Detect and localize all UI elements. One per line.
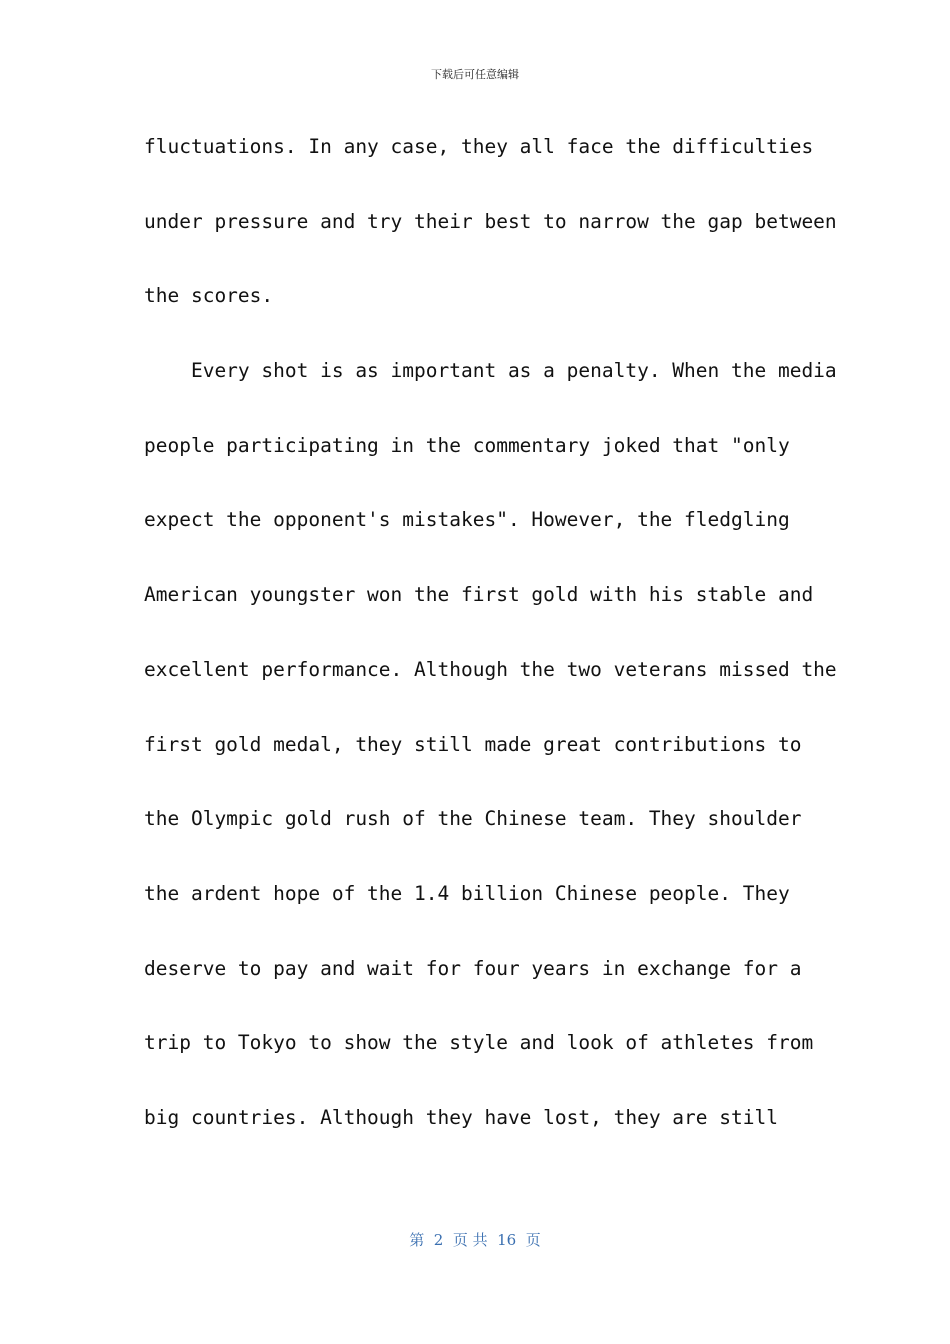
text-line: the Olympic gold rush of the Chinese team. They shoulder (144, 807, 802, 831)
text-line: excellent performance. Although the two veterans missed the (144, 657, 837, 681)
text-line: big countries. Although they have lost, they are still (144, 1105, 778, 1129)
text-line: expect the opponent's mistakes". However, the fledgling (144, 508, 790, 532)
text-line: under pressure and try their best to narrow the gap between (144, 209, 837, 233)
text-line: Every shot is as important as a penalty. When the media (144, 359, 837, 383)
text-line: people participating in the commentary joked that "only (144, 433, 790, 457)
text-line: fluctuations. In any case, they all face the difficulties (144, 135, 814, 158)
text-line: deserve to pay and wait for four years in exchange for a (144, 956, 802, 980)
page-number-footer: 第 2 页 共 16 页 (409, 1231, 541, 1249)
text-line: the ardent hope of the 1.4 billion Chinese people. They (144, 881, 790, 905)
document-body (144, 110, 837, 1156)
text-line: first gold medal, they still made great contributions to (144, 732, 802, 756)
text-line: American youngster won the first gold with his stable and (144, 583, 814, 607)
text-line: trip to Tokyo to show the style and look of athletes from (144, 1031, 814, 1055)
text-line: the scores. (144, 284, 274, 308)
page-header: 下载后可任意编辑 (431, 68, 519, 81)
